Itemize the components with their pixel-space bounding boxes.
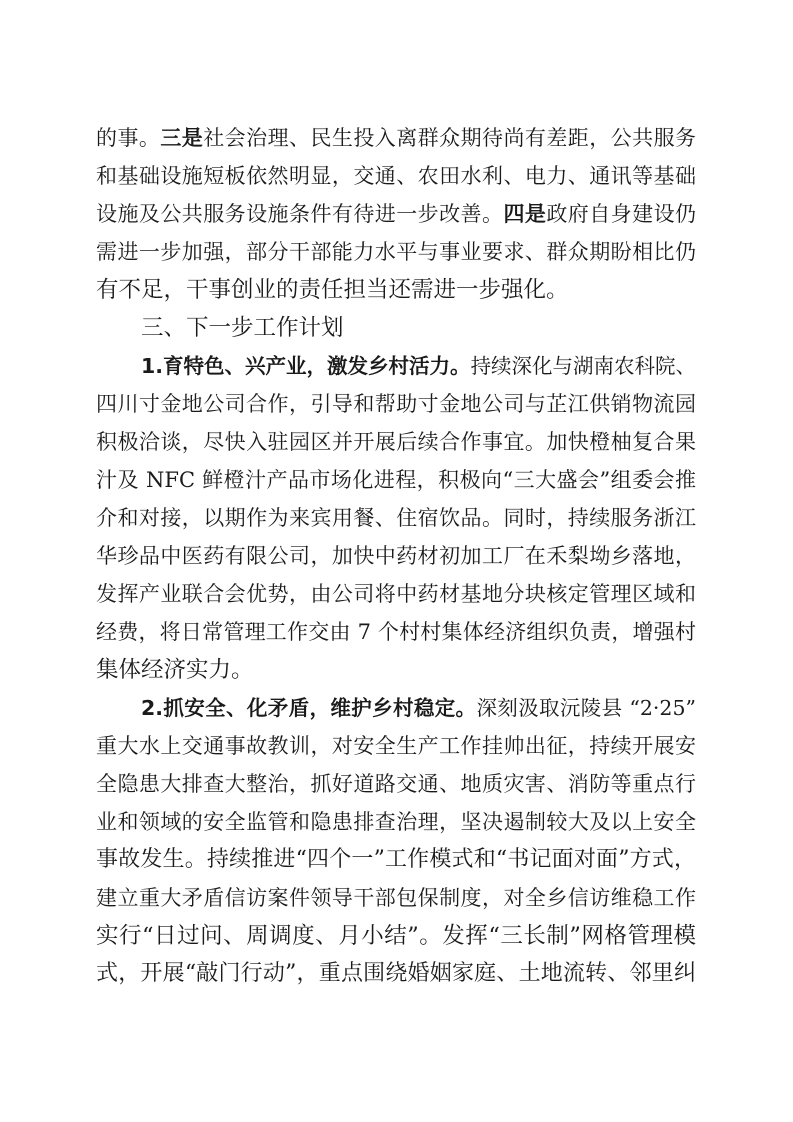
item-heading: 2.抓安全、化矛盾，维护乡村稳定。 bbox=[141, 696, 477, 720]
text-line: 华珍品中医药有限公司，加快中药材初加工厂在禾梨坳乡落地， bbox=[96, 544, 696, 568]
text-line: 积极洽谈，尽快入驻园区并开展后续合作事宜。加快橙柚复合果 bbox=[96, 430, 696, 454]
text-line: 事故发生。持续推进“四个一”工作模式和“书记面对面”方式， bbox=[96, 847, 696, 872]
text-line: 的事。三是社会治理、民生投入离群众期待尚有差距，公共服务 bbox=[96, 126, 696, 150]
text-line: 式，开展“敲门行动”，重点围绕婚姻家庭、土地流转、邻里纠 bbox=[96, 961, 696, 986]
text-line: 设施及公共服务设施条件有待进一步改善。四是政府自身建设仍 bbox=[96, 202, 696, 226]
text-line: 集体经济实力。 bbox=[96, 657, 254, 683]
text-line: 实行“日过问、周调度、月小结”。发挥“三长制”网格管理模 bbox=[96, 923, 696, 949]
text-line: 业和领域的安全监管和隐患排查治理，坚决遏制较大及以上安全 bbox=[96, 810, 696, 834]
text-line: 四川寸金地公司合作，引导和帮助寸金地公司与芷江供销物流园 bbox=[96, 392, 696, 416]
text-line: 汁及 NFC 鲜橙汁产品市场化进程，积极向“三大盛会”组委会推 bbox=[96, 468, 696, 492]
text-line: 建立重大矛盾信访案件领导干部包保制度，对全乡信访维稳工作 bbox=[96, 886, 696, 910]
text-line: 和基础设施短板依然明显，交通、农田水利、电力、通讯等基础 bbox=[96, 164, 696, 188]
text-line: 经费，将日常管理工作交由 7 个村村集体经济组织负责，增强村 bbox=[96, 620, 696, 644]
text-line: 1.育特色、兴产业，激发乡村活力。持续深化与湖南农科院、 bbox=[141, 354, 696, 378]
bold-marker: 三是 bbox=[160, 126, 204, 150]
text-line: 全隐患大排查大整治，抓好道路交通、地质灾害、消防等重点行 bbox=[96, 772, 696, 796]
text-line: 发挥产业联合会优势，由公司将中药材基地分块核定管理区域和 bbox=[96, 582, 696, 606]
text-line: 2.抓安全、化矛盾，维护乡村稳定。深刻汲取沅陵县 “2·25” bbox=[141, 696, 696, 720]
item-heading: 1.育特色、兴产业，激发乡村活力。 bbox=[141, 354, 471, 378]
bold-marker: 四是 bbox=[503, 202, 547, 226]
text-line: 有不足，干事创业的责任担当还需进一步强化。 bbox=[96, 277, 569, 303]
text-line: 介和对接，以期作为来宾用餐、住宿饮品。同时，持续服务浙江 bbox=[96, 506, 696, 530]
text-line: 需进一步加强，部分干部能力水平与事业要求、群众期盼相比仍 bbox=[96, 240, 696, 264]
text-line: 重大水上交通事故教训，对安全生产工作挂帅出征，持续开展安 bbox=[96, 734, 696, 758]
section-heading: 三、下一步工作计划 bbox=[141, 315, 344, 341]
